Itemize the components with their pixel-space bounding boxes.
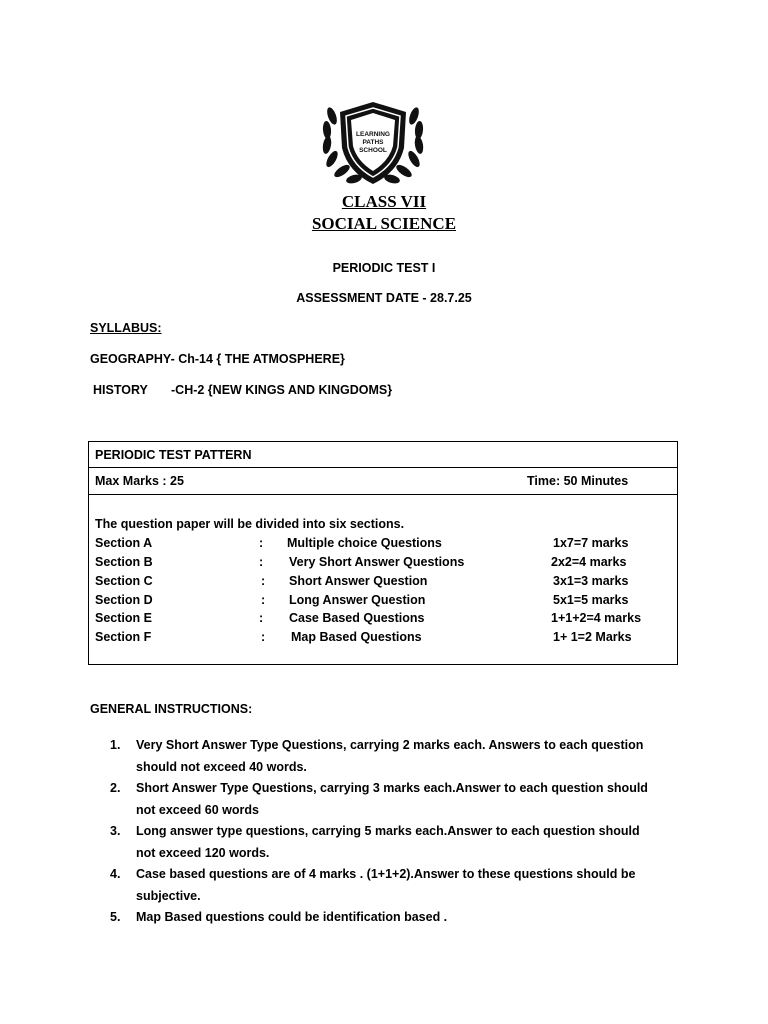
instruction-number: 5.	[110, 910, 121, 924]
section-name: Section E	[95, 611, 152, 625]
time-limit: Time: 50 Minutes	[527, 474, 629, 488]
instruction-line: Short Answer Type Questions, carrying 3 marks each.Answer to each question should	[136, 781, 648, 795]
section-colon: :	[261, 593, 266, 607]
school-logo	[318, 98, 428, 188]
syllabus-geography: GEOGRAPHY- Ch-14 { THE ATMOSPHERE}	[90, 352, 345, 366]
section-name: Section D	[95, 593, 153, 607]
instruction-line: not exceed 60 words	[136, 803, 259, 817]
section-marks: 1x7=7 marks	[553, 536, 629, 550]
pattern-title-row	[89, 442, 677, 468]
class-title: CLASS VII	[341, 192, 427, 211]
marks-time-row	[89, 468, 677, 495]
instruction-number: 1.	[110, 738, 121, 752]
test-name: PERIODIC TEST I	[332, 261, 436, 275]
section-marks: 1+ 1=2 Marks	[553, 630, 632, 644]
section-name: Section F	[95, 630, 152, 644]
instruction-line: Case based questions are of 4 marks . (1+1+2).Answer to these questions should be	[136, 867, 636, 881]
pattern-intro: The question paper will be divided into six sections.	[95, 517, 405, 531]
instruction-line: Map Based questions could be identification based .	[136, 910, 448, 924]
instruction-line: should not exceed 40 words.	[136, 760, 307, 774]
instruction-number: 3.	[110, 824, 121, 838]
section-marks: 2x2=4 marks	[551, 555, 627, 569]
logo-line-2: PATHS	[362, 139, 384, 146]
section-type: Map Based Questions	[291, 630, 422, 644]
instruction-line: Very Short Answer Type Questions, carrying 2 marks each. Answers to each question	[136, 738, 644, 752]
instruction-number: 4.	[110, 867, 121, 881]
assessment-date: ASSESSMENT DATE - 28.7.25	[296, 291, 472, 305]
section-type: Multiple choice Questions	[287, 536, 442, 550]
section-name: Section B	[95, 555, 153, 569]
section-colon: :	[259, 536, 264, 550]
section-name: Section C	[95, 574, 153, 588]
section-type: Long Answer Question	[289, 593, 426, 607]
test-pattern-box	[88, 441, 678, 665]
section-type: Case Based Questions	[289, 611, 425, 625]
section-type: Very Short Answer Questions	[289, 555, 465, 569]
max-marks: Max Marks : 25	[95, 474, 184, 488]
section-colon: :	[259, 611, 264, 625]
syllabus-history-value: -CH-2 {NEW KINGS AND KINGDOMS}	[171, 383, 393, 397]
section-marks: 1+1+2=4 marks	[551, 611, 642, 625]
section-colon: :	[259, 555, 264, 569]
section-colon: :	[261, 574, 266, 588]
instruction-line: not exceed 120 words.	[136, 846, 270, 860]
subject-title: SOCIAL SCIENCE	[311, 214, 457, 233]
section-colon: :	[261, 630, 266, 644]
instructions-heading: GENERAL INSTRUCTIONS:	[90, 702, 253, 716]
section-marks: 3x1=3 marks	[553, 574, 629, 588]
section-marks: 5x1=5 marks	[553, 593, 629, 607]
shield-icon	[340, 102, 406, 184]
section-name: Section A	[95, 536, 153, 550]
syllabus-heading: SYLLABUS:	[90, 321, 162, 335]
instruction-line: Long answer type questions, carrying 5 marks each.Answer to each question should	[136, 824, 640, 838]
pattern-title: PERIODIC TEST PATTERN	[95, 448, 252, 462]
syllabus-history-label: HISTORY	[93, 383, 148, 397]
instruction-number: 2.	[110, 781, 121, 795]
logo-line-1: LEARNING	[356, 131, 390, 138]
logo-line-3: SCHOOL	[359, 147, 387, 154]
section-type: Short Answer Question	[289, 574, 428, 588]
instruction-line: subjective.	[136, 889, 201, 903]
